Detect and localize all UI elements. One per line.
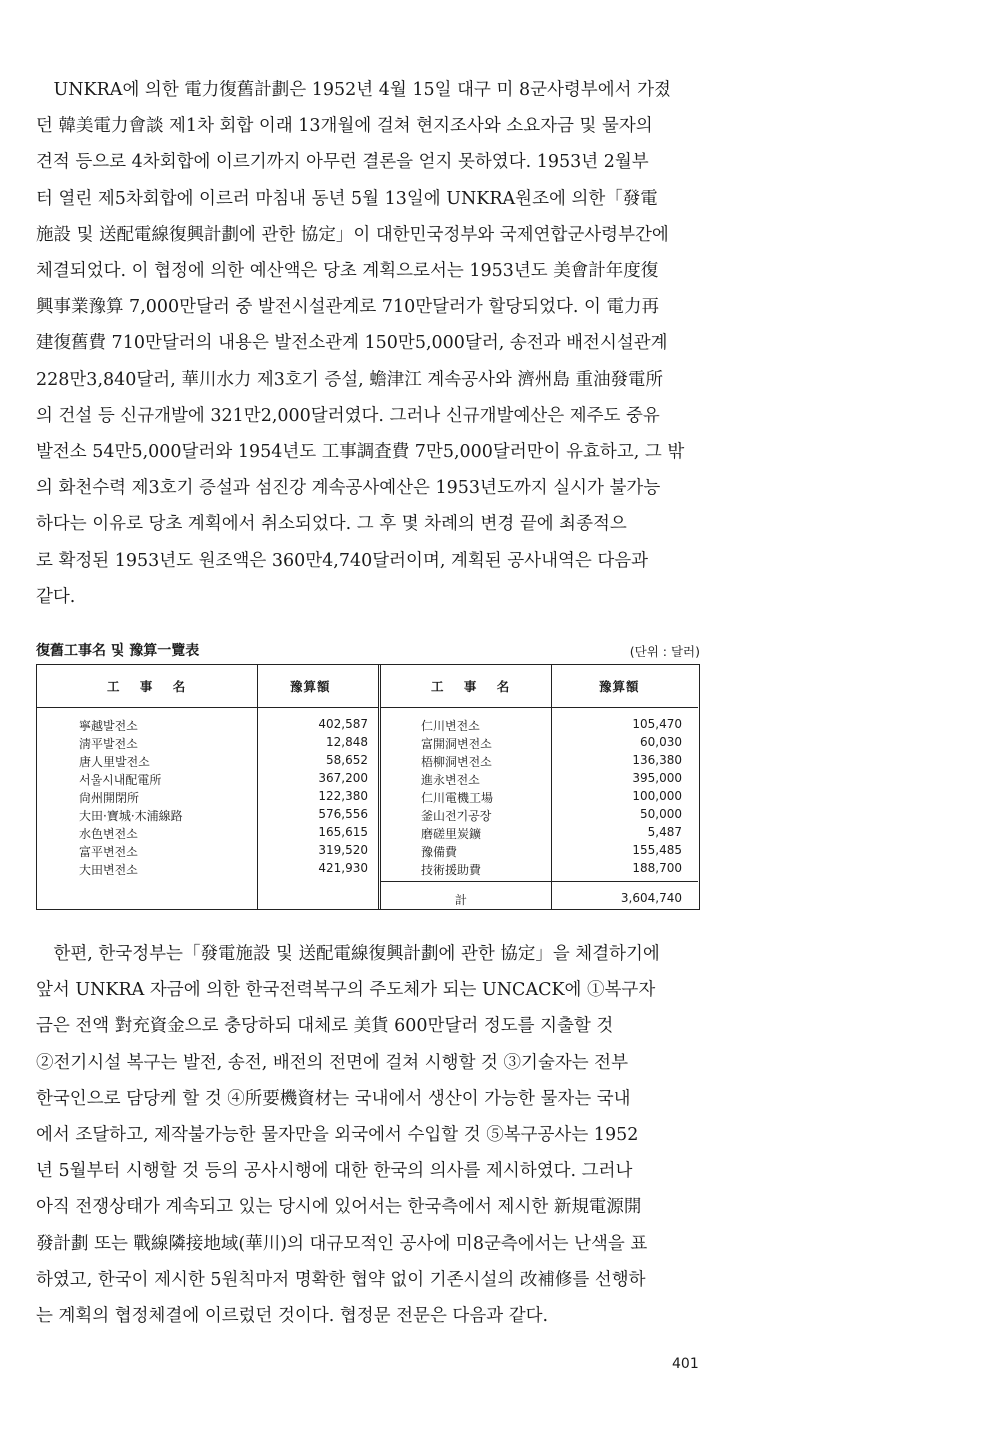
total-label: 計 (455, 893, 468, 907)
cell-name: 唐人里발전소 (79, 755, 150, 769)
text-line: 한편, 한국정부는「發電施設 및 送配電線復興計劃에 관한 協定」을 체결하기에 (36, 944, 660, 964)
text-line: 施設 및 送配電線復興計劃에 관한 協定」이 대한민국정부와 국제연합군사령부간에 (36, 224, 669, 245)
table-row (381, 717, 698, 735)
column-header-name: 工 事 名 (107, 679, 187, 694)
cell-value: 576,556 (318, 807, 368, 821)
cell-name: 仁川電機工場 (421, 791, 494, 805)
column-header-budget: 豫算額 (290, 679, 331, 694)
cell-value: 12,848 (326, 735, 368, 749)
text-line: 터 열린 제5차회합에 이르러 마침내 동년 5월 13일에 UNKRA원조에 의한「發電 (36, 188, 658, 209)
text-line: 하다는 이유로 당초 계획에서 취소되었다. 그 후 몇 차례의 변경 끝에 최종적으 (36, 514, 627, 535)
text-line: 建復舊費 710만달러의 내용은 발전소관계 150만5,000달러, 송전과 배전시설관계 (36, 333, 668, 354)
text-line: 한국인으로 담당케 할 것 ④所要機資材는 국내에서 생산이 가능한 물자는 국내 (36, 1088, 631, 1109)
text-line: 에서 조달하고, 제작불가능한 물자만을 외국에서 수입할 것 ⑤복구공사는 1952 (36, 1125, 639, 1146)
cell-value: 136,380 (632, 753, 682, 767)
table-right-half (381, 665, 698, 909)
table-row (381, 861, 698, 879)
table-column-headers (381, 665, 698, 708)
cell-value: 188,700 (632, 861, 682, 875)
cell-name: 淸平발전소 (79, 737, 138, 751)
paragraph-2 (36, 936, 700, 1334)
table-row (37, 771, 378, 789)
cell-name: 尙州開閉所 (79, 791, 140, 805)
cell-name: 大田·寶城·木浦線路 (79, 809, 183, 823)
table-row (37, 807, 378, 825)
cell-name: 寧越발전소 (79, 719, 138, 733)
table-header (36, 640, 700, 662)
text-line: 견적 등으로 4차회합에 이르기까지 아무런 결론을 얻지 못하였다. 1953년 2월부 (36, 152, 649, 173)
table-row (381, 753, 698, 771)
text-line: 로 확정된 1953년도 원조액은 360만4,740달러이며, 계획된 공사내역은 다음과 (36, 550, 649, 571)
text-line: 興事業豫算 7,000만달러 중 발전시설관계로 710만달러가 할당되었다. 이 電力再 (36, 297, 660, 318)
text-line: ②전기시설 복구는 발전, 송전, 배전의 전면에 걸쳐 시행할 것 ③기술자는 전부 (36, 1052, 628, 1073)
text-line: 의 건설 등 신규개발에 321만2,000달러였다. 그러나 신규개발예산은 제주도 중유 (36, 405, 660, 426)
paragraph-1 (36, 72, 700, 615)
column-header-name: 工 事 名 (431, 679, 511, 694)
cell-name: 技術援助費 (421, 863, 482, 877)
text-line: 같다. (36, 586, 76, 607)
table-row (381, 789, 698, 807)
cell-value: 367,200 (318, 771, 368, 785)
cell-value: 395,000 (632, 771, 682, 785)
cell-name: 磨磋里炭鑛 (421, 827, 482, 841)
table-unit: (단위 : 달러) (629, 644, 700, 659)
cell-value: 100,000 (632, 789, 682, 803)
table-row (381, 807, 698, 825)
table-title: 復舊工事名 및 豫算一覽表 (36, 643, 200, 659)
cell-value: 319,520 (318, 843, 368, 857)
total-value: 3,604,740 (620, 891, 682, 905)
table-left-half (37, 665, 381, 909)
table-row (37, 861, 378, 879)
cell-name: 富平변전소 (79, 845, 138, 859)
table-row (37, 789, 378, 807)
cell-value: 122,380 (318, 789, 368, 803)
budget-table (36, 664, 700, 910)
cell-value: 50,000 (640, 807, 682, 821)
cell-value: 402,587 (318, 717, 368, 731)
text-line: 던 韓美電力會談 제1차 회합 이래 13개월에 걸쳐 현지조사와 소요자금 및 물자의 (36, 116, 653, 137)
text-line: 발전소 54만5,000달러와 1954년도 工事調査費 7만5,000달러만이 유효하고, 그 밖 (36, 442, 685, 463)
text-line: 發計劃 또는 戰線隣接地域(華川)의 대규모적인 공사에 미8군측에서는 난색을 표 (36, 1233, 648, 1254)
cell-name: 釜山전기공장 (421, 809, 492, 823)
table-row (381, 771, 698, 789)
text-line: 는 계획의 협정체결에 이르렀던 것이다. 협정문 전문은 다음과 같다. (36, 1306, 549, 1327)
cell-name: 大田변전소 (79, 863, 138, 877)
cell-name: 富開洞변전소 (421, 737, 492, 751)
text-line: UNKRA에 의한 電力復舊計劃은 1952년 4월 15일 대구 미 8군사령부에서 가졌 (36, 80, 671, 100)
table-row (381, 735, 698, 753)
cell-name: 仁川변전소 (421, 719, 480, 733)
cell-name: 梧柳洞변전소 (421, 755, 492, 769)
table-row (37, 717, 378, 735)
table-row (37, 735, 378, 753)
text-line: 체결되었다. 이 협정에 의한 예산액은 당초 계획으로서는 1953년도 美會計年度復 (36, 261, 659, 282)
table-row (381, 843, 698, 861)
cell-name: 水色변전소 (79, 827, 138, 841)
text-line: 하였고, 한국이 제시한 5원칙마저 명확한 협약 없이 기존시설의 改補修를 선행하 (36, 1269, 646, 1290)
cell-value: 421,930 (318, 861, 368, 875)
text-line: 아직 전쟁상태가 계속되고 있는 당시에 있어서는 한국측에서 제시한 新規電源開 (36, 1197, 642, 1218)
table-row (381, 825, 698, 843)
text-line: 금은 전액 對充資金으로 충당하되 대체로 美貨 600만달러 정도를 지출할 것 (36, 1016, 614, 1037)
table-column-headers (37, 665, 378, 708)
table-row (37, 843, 378, 861)
total-divider (381, 881, 698, 882)
text-line: 년 5월부터 시행할 것 등의 공사시행에 대한 한국의 의사를 제시하였다. 그러나 (36, 1161, 633, 1182)
cell-value: 105,470 (632, 717, 682, 731)
cell-name: 進永변전소 (421, 773, 480, 787)
text-line: 앞서 UNKRA 자금에 의한 한국전력복구의 주도체가 되는 UNCACK에 ①복구자 (36, 980, 656, 1001)
cell-value: 58,652 (326, 753, 368, 767)
cell-value: 60,030 (640, 735, 682, 749)
cell-name: 豫備費 (421, 845, 458, 859)
table-row (37, 753, 378, 771)
text-line: 의 화천수력 제3호기 증설과 섬진강 계속공사예산은 1953년도까지 실시가 불가능 (36, 478, 661, 499)
cell-value: 5,487 (647, 825, 682, 839)
text-line: 228만3,840달러, 華川水力 제3호기 증설, 蟾津江 계속공사와 濟州島 重油發電所 (36, 369, 663, 390)
table-row (37, 825, 378, 843)
cell-value: 155,485 (632, 843, 682, 857)
page-number: 401 (672, 1356, 699, 1372)
cell-name: 서울시내配電所 (79, 773, 162, 787)
cell-value: 165,615 (318, 825, 368, 839)
column-header-budget: 豫算額 (599, 679, 640, 694)
